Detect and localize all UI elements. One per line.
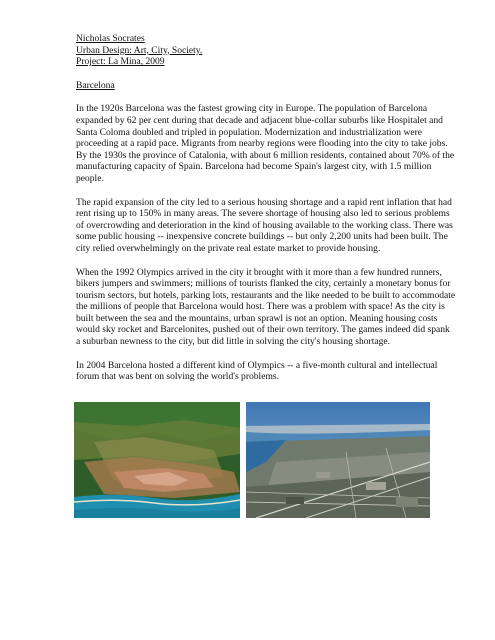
section-title: Barcelona xyxy=(76,79,115,91)
course-title: Urban Design: Art, City, Society. xyxy=(76,44,203,56)
aerial-photo-image xyxy=(246,402,430,518)
paragraph-housing: The rapid expansion of the city led to a serious housing shortage and a rapid rent inflation that had rent rising up to 150% in many areas. The severe shortage of housing also led to serious problems of overcrowding and deterioration in the kind of housing available to the working class. There was some public housing -- inexpensive concrete buildings -- but only 2,200 units had been built. The city relied overwhelmingly on the private real estate market to provide housing. xyxy=(76,196,453,254)
satellite-map-image xyxy=(74,402,240,518)
paragraph-1920s: In the 1920s Barcelona was the fastest growing city in Europe. The population of Barcelona expanded by 62 per cent during that decade and adjacent blue-collar suburbs like Hospitalet and Santa Coloma doubled and tripled in population. Modernization and industrialization were proceeding at a rapid pace. Migrants from nearby regions were flooding into the city to take jobs. By the 1930s the province of Catalonia, with about 6 million residents, contained about 70% of the manufacturing capacity of Spain. Barcelona had become Spain's largest city, with 1.5 million people. xyxy=(76,103,455,184)
author-name: Nicholas Socrates xyxy=(76,33,145,44)
paragraph-forum-2004: In 2004 Barcelona hosted a different kind of Olympics -- a five-month cultural and intellectual forum that was bent on solving the world's problems. xyxy=(76,359,438,383)
image-row xyxy=(74,402,434,518)
project-title: Project: La Mina, 2009 xyxy=(76,56,165,68)
paragraph-olympics-1992: When the 1992 Olympics arrived in the city it brought with it more than a few hundred runners, bikers jumpers and swimmers; millions of tourists flanked the city, certainly a monetary bonus for tourism sectors, but hotels, parking lots, restaurants and the like needed to be built to accommodate the millions of people that Barcelona would host. There was a problem with space! As the city is built between the sea and the mountains, urban sprawl is not an option. Meaning housing costs would sky rocket and Barcelonites, pushed out of their own territory. The games indeed did spank a suburban newness to the city, but did little in solving the city's housing shortage. xyxy=(76,266,456,348)
text-column xyxy=(76,33,456,383)
